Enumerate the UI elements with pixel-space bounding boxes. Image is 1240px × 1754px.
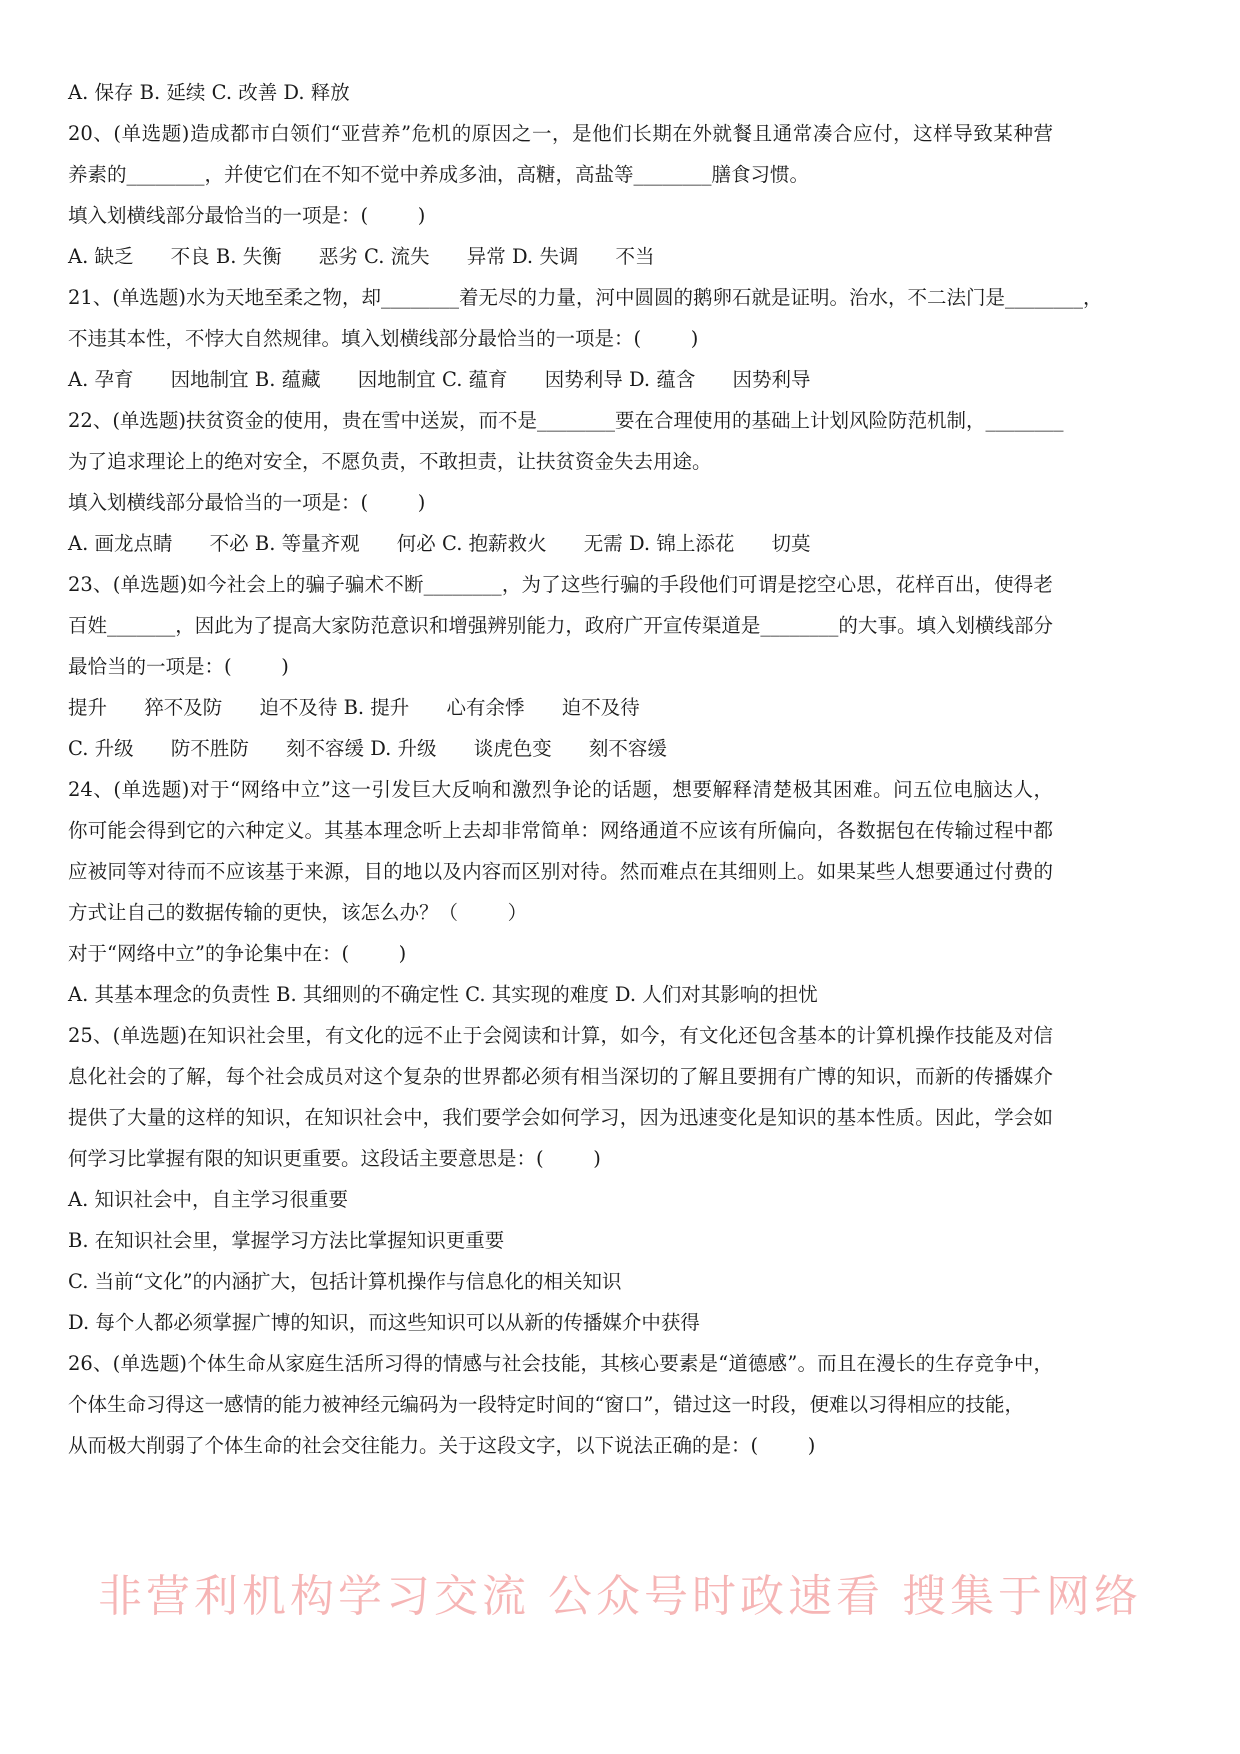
text-line: A. 知识社会中，自主学习很重要 [68,1188,348,1211]
text-line: 你可能会得到它的六种定义。其基本理念听上去却非常简单：网络通道不应该有所偏向，各数据包在传输过程中都 [68,819,1053,842]
text-line: 息化社会的了解，每个社会成员对这个复杂的世界都必须有相当深切的了解且要拥有广博的知识，而新的传播媒介 [68,1065,1053,1088]
text-line: B. 在知识社会里，掌握学习方法比掌握知识更重要 [68,1229,505,1252]
text-line: 26、(单选题)个体生命从家庭生活所习得的情感与社会技能，其核心要素是“道德感”。而且在漫长的生存竞争中， [68,1352,1053,1375]
text-line: A. 保存 B. 延续 C. 改善 D. 释放 [68,81,350,104]
text-line: 24、(单选题)对于“网络中立”这一引发巨大反响和激烈争论的话题，想要解释清楚极其困难。问五位电脑达人， [68,778,1053,801]
text-line: A. 缺乏 不良 B. 失衡 恶劣 C. 流失 异常 D. 失调 不当 [68,245,655,268]
text-line: 填入划横线部分最恰当的一项是：( ) [68,204,426,227]
text-line: 个体生命习得这一感情的能力被神经元编码为一段特定时间的“窗口”，错过这一时段，便难以习得相应的技能， [68,1393,1024,1416]
text-line: 应被同等对待而不应该基于来源，目的地以及内容而区别对待。然而难点在其细则上。如果某些人想要通过付费的 [68,860,1053,883]
text-line: 提升 猝不及防 迫不及待 B. 提升 心有余悸 迫不及待 [68,696,640,719]
text-line: A. 孕育 因地制宜 B. 蕴藏 因地制宜 C. 蕴育 因势利导 D. 蕴含 因势利导 [68,368,811,391]
text-line: A. 画龙点睛 不必 B. 等量齐观 何必 C. 抱薪救火 无需 D. 锦上添花 切莫 [68,532,811,555]
text-line: 养素的________，并使它们在不知不觉中养成多油，高糖，高盐等________膳食习惯。 [68,163,810,186]
document-body [68,80,1103,1474]
text-line: 25、(单选题)在知识社会里，有文化的远不止于会阅读和计算，如今，有文化还包含基本的计算机操作技能及对信 [68,1024,1053,1047]
watermark: 非营利机构学习交流 公众号时政速看 搜集于网络 [98,1571,1142,1622]
text-line: 对于“网络中立”的争论集中在：( ) [68,942,407,965]
text-line: 提供了大量的这样的知识，在知识社会中，我们要学会如何学习，因为迅速变化是知识的基本性质。因此，学会如 [68,1106,1053,1129]
text-line: 21、(单选题)水为天地至柔之物，却________着无尽的力量，河中圆圆的鹅卵石就是证明。治水，不二法门是________， [68,286,1103,309]
text-line: 方式让自己的数据传输的更快，该怎么办？（ ） [68,901,528,924]
text-line: 20、(单选题)造成都市白领们“亚营养”危机的原因之一，是他们长期在外就餐且通常凑合应付，这样导致某种营 [68,122,1053,145]
text-line: 22、(单选题)扶贫资金的使用，贵在雪中送炭，而不是________要在合理使用的基础上计划风险防范机制，________ [68,409,1064,432]
text-line: 何学习比掌握有限的知识更重要。这段话主要意思是：( ) [68,1147,601,1170]
text-line: 不违其本性，不悖大自然规律。填入划横线部分最恰当的一项是：( ) [68,327,699,350]
text-line: 最恰当的一项是：( ) [68,655,289,678]
text-line: D. 每个人都必须掌握广博的知识，而这些知识可以从新的传播媒介中获得 [68,1311,700,1334]
text-line: C. 当前“文化”的内涵扩大，包括计算机操作与信息化的相关知识 [68,1270,622,1293]
text-line: 从而极大削弱了个体生命的社会交往能力。关于这段文字，以下说法正确的是：( ) [68,1434,816,1457]
text-line: 23、(单选题)如今社会上的骗子骗术不断________，为了这些行骗的手段他们可谓是挖空心思，花样百出，使得老 [68,573,1053,596]
text-line: A. 其基本理念的负责性 B. 其细则的不确定性 C. 其实现的难度 D. 人们对其影响的担忧 [68,983,818,1006]
text-line: 为了追求理论上的绝对安全，不愿负责，不敢担责，让扶贫资金失去用途。 [68,450,712,473]
text-line: 填入划横线部分最恰当的一项是：( ) [68,491,426,514]
text-line: 百姓_______，因此为了提高大家防范意识和增强辨别能力，政府广开宣传渠道是________的大事。填入划横线部分 [68,614,1053,637]
text-line: C. 升级 防不胜防 刻不容缓 D. 升级 谈虎色变 刻不容缓 [68,737,667,760]
